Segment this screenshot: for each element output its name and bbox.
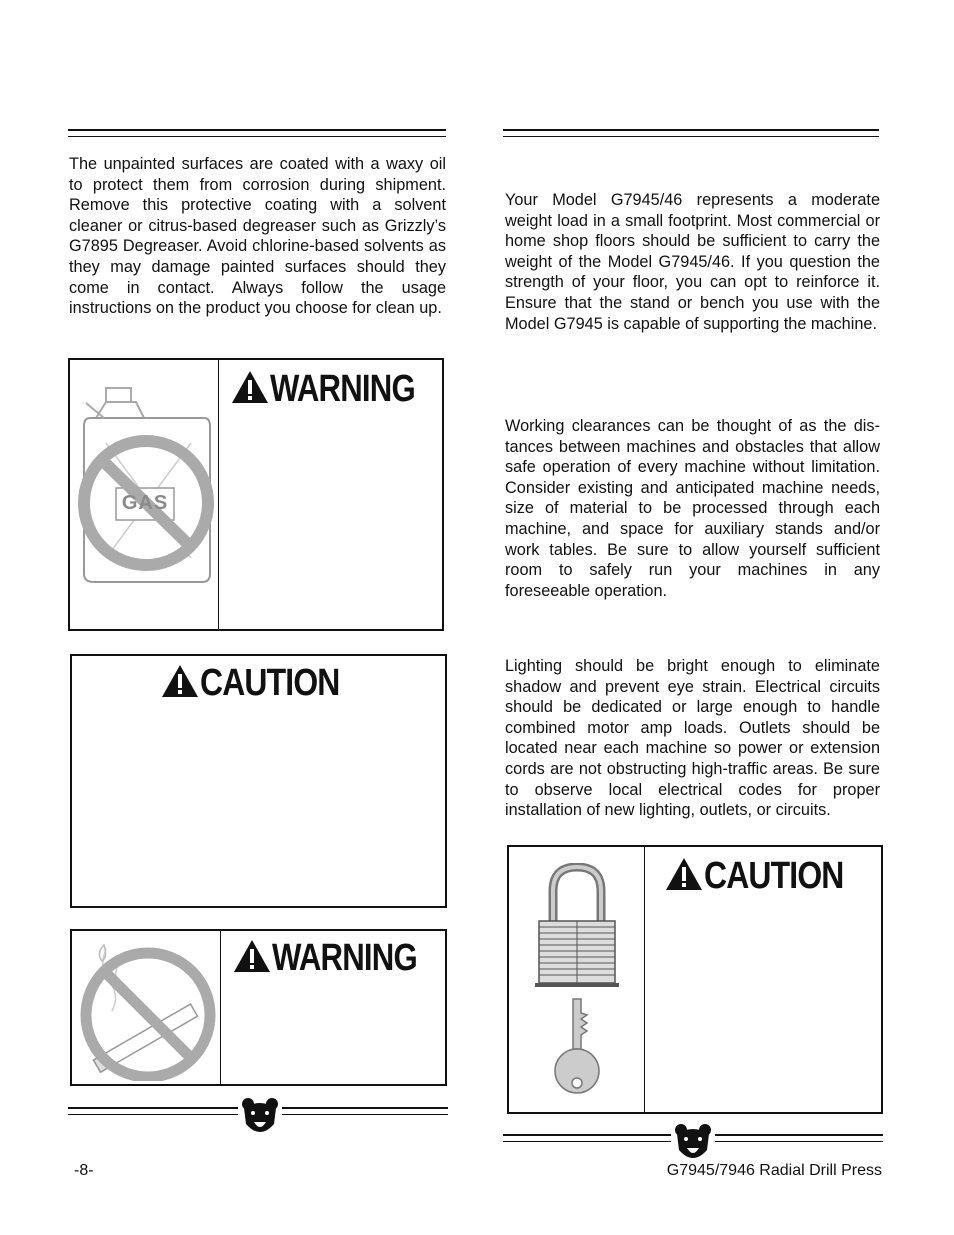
gas-can-label: GAS [121,492,169,514]
caution-triangle-icon [664,856,704,897]
logo-rule-top [68,1107,238,1109]
warning-signal-header [230,368,447,411]
logo-rule-top-right [282,1107,448,1109]
left-logo-divider [68,1096,448,1138]
caution-signal-header [664,855,870,898]
lighting-section [505,656,880,821]
floor-load-paragraph: Your Model G7945/46 represents a moderate weight load in a small footprint. Most commercial or home shop floors should be sufficient to carry the weight of the Model G7945/46. If you question the strength of your floor, you can opt to reinforce it. Ensure that the stand or bench you use with the Model G7945 is capable of supporting the machine. [505,191,880,333]
caution-signal-word: CAUTION [704,855,844,897]
caution-box-right [507,845,883,1114]
right-logo-divider [503,1122,883,1164]
caution-box-divider [644,847,645,1112]
no-gasoline-icon [76,378,216,588]
lighting-paragraph: Lighting should be bright enough to eliminate shadow and prevent eye strain. Electrical circuits should be dedicated or large enough to handle combined motor amp loads. Outlets should be located near each machine so power or extension cords are not obstructing high-traffic areas. Be sure to observe local electrical codes for proper installation of new lighting, outlets, or circuits. [505,657,880,820]
warning-triangle-icon [230,369,270,410]
clearance-paragraph: Working clearances can be thought of as the distances between machines and obstacles that allow safe operation of every machine without limitation. Consider existing and anticipated machine needs, size of material to be processed through each machine, and space for auxiliary stands and/or work tables. Be sure to allow yourself sufficient room to safely run your machines in any foreseeable operation. [505,417,880,600]
left-header-rule [68,129,446,131]
warning-triangle-icon [232,938,272,979]
logo-rule-bottom [68,1114,238,1115]
cleanup-paragraph: The unpainted surfaces are coated with a waxy oil to protect them from corrosion during shipment. Remove this protective coating with a solvent cleaner or citrus-based degreaser such as Grizzly’s G7895 Degreaser. Avoid chlorine-based solvents as they may damage painted surfaces should they come in contact. Always follow the usage instructions on the product you choose for clean up. [69,155,446,318]
no-smoking-icon [76,939,216,1081]
padlock-and-key-icon [531,863,623,1103]
floor-load-section [505,190,880,334]
warning-signal-word: WARNING [270,368,415,410]
logo-rule-top-right [715,1134,883,1136]
logo-rule-bottom [503,1141,671,1142]
warning-box-gasoline [68,358,444,631]
warning-box-divider [220,931,221,1084]
logo-rule-top [503,1134,671,1136]
warning-box-divider [218,360,219,629]
caution-signal-header [160,662,366,705]
manual-title: G7945/7946 Radial Drill Press [666,1162,882,1179]
logo-rule-bottom-right [715,1141,883,1142]
cleanup-section [69,154,446,319]
page-number: -8- [74,1162,94,1179]
warning-signal-word: WARNING [272,937,417,979]
right-header-rule-2 [503,136,879,137]
logo-rule-bottom-right [282,1114,448,1115]
right-header-rule [503,129,879,131]
grizzly-bear-logo [240,1096,280,1143]
warning-box-smoking [70,929,447,1086]
caution-signal-word: CAUTION [200,662,340,704]
working-clearances-section [505,416,880,601]
warning-signal-header [232,937,449,980]
caution-triangle-icon [160,663,200,704]
left-header-rule-2 [68,136,446,137]
caution-box-left [70,654,447,908]
